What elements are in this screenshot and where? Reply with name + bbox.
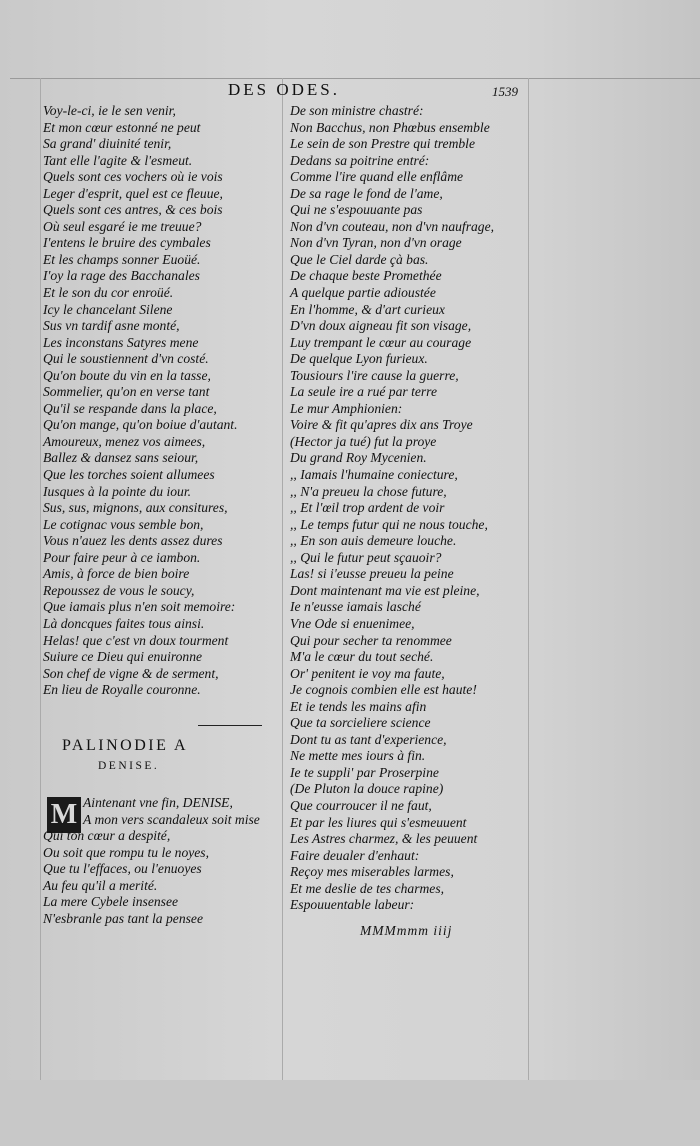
verse-line: Espouuentable labeur: [290,897,415,913]
verse-line: Le cotignac vous semble bon, [43,516,204,532]
verse-line: D'vn doux aigneau fit son visage, [290,318,472,334]
verse-line: Amoureux, menez vos aimees, [43,433,206,449]
verse-line: Non Bacchus, non Phœbus ensemble [290,119,490,135]
verse-line: Ne mette mes iours à fin. [290,748,426,764]
verse-line: A mon vers scandaleux soit mise [83,811,260,827]
verse-line: (De Pluton la douce rapine) [290,781,444,797]
verse-line: ,, Et l'œil trop ardent de voir [290,500,445,516]
verse-line: Le sein de son Prestre qui tremble [290,136,475,152]
verse-line: Et me deslie de tes charmes, [290,880,445,896]
verse-line: De son ministre chastré: [290,103,424,118]
verse-line: Voy-le-ci, ie le sen venir, [43,103,176,118]
verse-line: Qui ton cœur a despité, [43,828,171,844]
verse-line: Que ta sorcieliere science [290,715,431,731]
verse-line: I'oy la rage des Bacchanales [43,268,200,284]
verse-line: Luy trempant le cœur au courage [290,334,472,350]
verse-line: Que courroucer il ne faut, [290,797,432,813]
verse-line: Son chef de vigne & de serment, [43,665,219,681]
verse-line: Les inconstans Satyres mene [43,334,199,350]
verse-line: (Hector ja tué) fut la proye [290,433,437,449]
verse-line: Je cognois combien elle est haute! [290,682,477,698]
verse-line: Non d'vn Tyran, non d'vn orage [290,235,462,251]
signature-mark: MMMmmm iiij [360,923,453,938]
verse-line: Ou soit que rompu tu le noyes, [43,844,209,860]
poem-title: PALINODIE A [62,737,189,754]
verse-line: Du grand Roy Mycenien. [290,450,427,466]
verse-line: ,, Iamais l'humaine coniecture, [290,467,458,483]
ode-right-column [290,103,515,914]
column-fold-line [528,78,529,1146]
verse-line: Les Astres charmez, & les peuuent [290,831,478,847]
verse-line: Que tu l'effaces, ou l'enuoyes [43,861,202,877]
palinodie-verses [43,795,273,927]
drop-cap-initial: M [47,797,81,833]
section-divider [198,725,262,726]
verse-line: Aintenant vne fin, DENISE, [83,795,233,810]
verse-line: Et mon cœur estonné ne peut [43,119,201,135]
verse-line: ,, Qui le futur peut sçauoir? [290,549,442,565]
verse-line: Où seul esgaré ie me treuue? [43,218,202,234]
verse-line: De sa rage le fond de l'ame, [290,185,443,201]
verse-line: Ballez & dansez sans seiour, [43,450,199,466]
verse-line: Reçoy mes miserables larmes, [290,864,454,880]
verse-line: Iusques à la pointe du iour. [43,483,192,499]
verse-line: Voire & fit qu'apres dix ans Troye [290,417,473,433]
header-rule [10,78,700,79]
verse-line: Dont maintenant ma vie est pleine, [290,582,480,598]
verse-line: Et le son du cor enroüé. [43,285,174,301]
verse-line: Amis, à force de bien boire [43,566,190,582]
verse-line: Sus, sus, mignons, aux consitures, [43,500,228,516]
verse-line: ,, N'a preueu la chose future, [290,483,447,499]
verse-line: Quels sont ces antres, & ces bois [43,202,223,218]
verse-line: N'esbranle pas tant la pensee [43,910,203,926]
verse-line: En lieu de Royalle couronne. [43,682,201,698]
verse-line: Qui ne s'espouuante pas [290,202,423,218]
verse-line: De quelque Lyon furieux. [290,351,428,367]
verse-line: Vous n'auez les dents assez dures [43,533,223,549]
verse-line: Qui pour secher ta renommee [290,632,452,648]
verse-line: Au feu qu'il a merité. [43,877,158,893]
verse-line: Qui le soustiennent d'vn costé. [43,351,209,367]
verse-line: Le mur Amphionien: [290,400,403,416]
verse-line: Pour faire peur à ce iambon. [43,549,201,565]
verse-line: Sommelier, qu'on en verse tant [43,384,210,400]
verse-line: Dedans sa poitrine entré: [290,152,430,168]
verse-line: ,, Le temps futur qui ne nous touche, [290,516,488,532]
verse-line: Et par les liures qui s'esmeuuent [290,814,467,830]
verse-line: Qu'on mange, qu'on boiue d'autant. [43,417,238,433]
verse-line: Ie te suppli' par Proserpine [290,764,439,780]
verse-line: De chaque beste Promethée [290,268,442,284]
verse-line: Qu'il se respande dans la place, [43,400,217,416]
verse-line: En l'homme, & d'art curieux [290,301,445,317]
verse-line: Qu'on boute du vin en la tasse, [43,367,211,383]
running-title: DES ODES. [228,80,341,99]
verse-line: Ie n'eusse iamais lasché [290,599,421,615]
verse-line: Las! si i'eusse preueu la peine [290,566,454,582]
verse-line: Dont tu as tant d'experience, [290,731,447,747]
verse-line: Sa grand' diuinité tenir, [43,136,172,152]
verse-line: Et les champs sonner Euoüé. [43,251,201,267]
verse-line: ,, En son auis demeure louche. [290,533,457,549]
verse-line: La seule ire a rué par terre [290,384,437,400]
column-fold-line [40,78,41,1146]
verse-line: Faire deualer d'enhaut: [290,847,420,863]
page-number: 1539 [492,84,518,99]
verse-line: Comme l'ire quand elle enflâme [290,169,464,185]
verse-line: Là doncques faites tous ainsi. [43,615,205,631]
verse-line: La mere Cybele insensee [43,894,179,910]
verse-line: Sus vn tardif asne monté, [43,318,180,334]
verse-line: Non d'vn couteau, non d'vn naufrage, [290,218,495,234]
verse-line: Suiure ce Dieu qui enuironne [43,649,203,665]
verse-line: A quelque partie adioustée [290,285,436,301]
verse-line: Leger d'esprit, quel est ce fleuue, [43,185,223,201]
verse-line: I'entens le bruire des cymbales [43,235,211,251]
verse-line: Vne Ode si enuenimee, [290,615,415,631]
poem-subtitle: DENISE. [98,760,160,772]
verse-line: Que iamais plus n'en soit memoire: [43,599,236,615]
verse-line: Tant elle l'agite & l'esmeut. [43,152,193,168]
verse-line: Or' penitent ie voy ma faute, [290,665,445,681]
verse-line: Que le Ciel darde çà bas. [290,251,429,267]
column-fold-line [282,78,283,1146]
verse-line: Que les torches soient allumees [43,467,215,483]
verse-line: Et ie tends les mains afin [290,698,427,714]
verse-line: Icy le chancelant Silene [43,301,173,317]
verse-line: Repoussez de vous le soucy, [43,582,195,598]
verse-line: Quels sont ces vochers où ie vois [43,169,223,185]
verse-line: Tousiours l'ire cause la guerre, [290,367,459,383]
ode-left-column [43,103,273,699]
verse-line: M'a le cœur du tout seché. [290,649,434,665]
verse-line: Helas! que c'est vn doux tourment [43,632,229,648]
